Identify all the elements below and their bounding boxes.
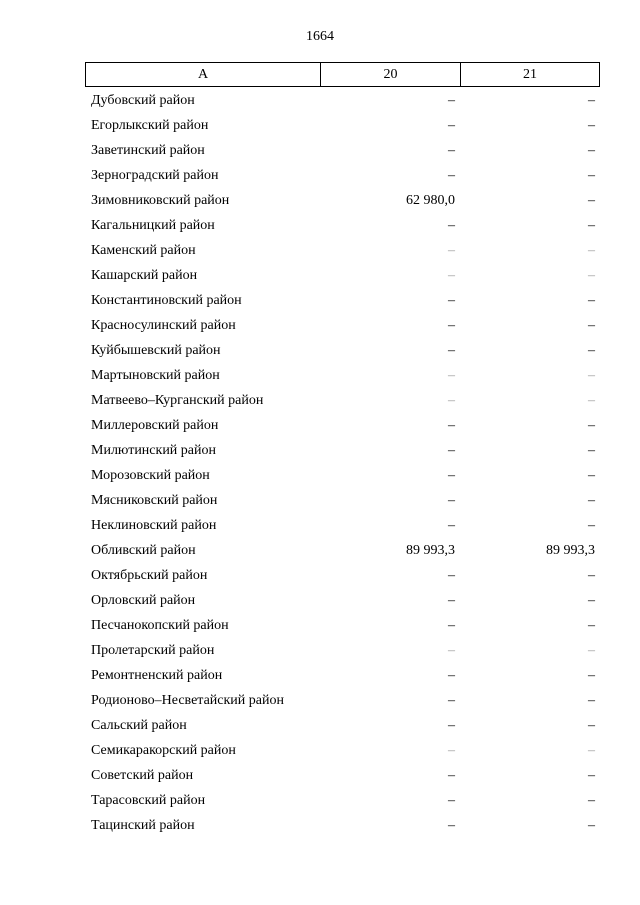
value-col-21: – xyxy=(588,92,595,108)
table-row xyxy=(85,813,600,838)
table-body xyxy=(85,88,600,838)
table-header xyxy=(85,62,600,87)
table-row xyxy=(85,613,600,638)
table-row xyxy=(85,488,600,513)
value-col-20: – xyxy=(448,317,455,333)
district-name: Ремонтненский район xyxy=(91,667,223,683)
district-name: Неклиновский район xyxy=(91,517,217,533)
district-name: Дубовский район xyxy=(91,92,195,108)
value-col-21: – xyxy=(588,142,595,158)
value-col-20: – xyxy=(448,217,455,233)
value-col-20: – xyxy=(448,267,455,283)
value-col-20: – xyxy=(448,642,455,658)
district-name: Тарасовский район xyxy=(91,792,206,808)
value-col-21: – xyxy=(588,617,595,633)
district-name: Миллеровский район xyxy=(91,417,219,433)
table-row xyxy=(85,313,600,338)
table-row xyxy=(85,238,600,263)
value-col-21: – xyxy=(588,767,595,783)
table-row xyxy=(85,513,600,538)
district-name: Зимовниковский район xyxy=(91,192,230,208)
table-row xyxy=(85,638,600,663)
value-col-21: – xyxy=(588,642,595,658)
value-col-21: – xyxy=(588,367,595,383)
district-name: Семикаракорский район xyxy=(91,742,236,758)
value-col-21: – xyxy=(588,817,595,833)
value-col-20: – xyxy=(448,442,455,458)
value-col-21: 89 993,3 xyxy=(546,542,595,558)
value-col-20: – xyxy=(448,517,455,533)
header-col-a: А xyxy=(86,63,321,86)
value-col-20: – xyxy=(448,242,455,258)
value-col-20: – xyxy=(448,92,455,108)
value-col-21: – xyxy=(588,667,595,683)
value-col-20: – xyxy=(448,292,455,308)
page-number: 1664 xyxy=(306,29,334,44)
district-name: Октябрьский район xyxy=(91,567,208,583)
header-col-20: 20 xyxy=(321,63,461,86)
district-name: Кагальницкий район xyxy=(91,217,215,233)
district-name: Орловский район xyxy=(91,592,196,608)
district-name: Песчанокопский район xyxy=(91,617,229,633)
table-row xyxy=(85,163,600,188)
value-col-20: – xyxy=(448,742,455,758)
value-col-21: – xyxy=(588,717,595,733)
district-name: Зерноградский район xyxy=(91,167,219,183)
district-name: Родионово–Несветайский район xyxy=(91,692,284,708)
value-col-20: – xyxy=(448,692,455,708)
district-name: Советский район xyxy=(91,767,194,783)
table-row xyxy=(85,588,600,613)
table-row xyxy=(85,463,600,488)
value-col-21: – xyxy=(588,467,595,483)
table-row xyxy=(85,213,600,238)
value-col-21: – xyxy=(588,417,595,433)
value-col-20: – xyxy=(448,167,455,183)
value-col-20: – xyxy=(448,142,455,158)
value-col-20: – xyxy=(448,592,455,608)
table-row xyxy=(85,688,600,713)
value-col-21: – xyxy=(588,567,595,583)
value-col-20: – xyxy=(448,492,455,508)
value-col-20: – xyxy=(448,567,455,583)
value-col-21: – xyxy=(588,317,595,333)
value-col-21: – xyxy=(588,292,595,308)
district-name: Обливский район xyxy=(91,542,196,558)
district-name: Милютинский район xyxy=(91,442,217,458)
value-col-20: – xyxy=(448,467,455,483)
district-name: Каменский район xyxy=(91,242,196,258)
table-row xyxy=(85,138,600,163)
district-name: Кашарский район xyxy=(91,267,198,283)
district-name: Сальский район xyxy=(91,717,187,733)
value-col-21: – xyxy=(588,392,595,408)
value-col-20: – xyxy=(448,792,455,808)
value-col-20: – xyxy=(448,342,455,358)
value-col-20: 62 980,0 xyxy=(406,192,455,208)
value-col-20: – xyxy=(448,117,455,133)
value-col-20: – xyxy=(448,367,455,383)
value-col-20: – xyxy=(448,717,455,733)
value-col-20: – xyxy=(448,617,455,633)
value-col-21: – xyxy=(588,492,595,508)
table-row xyxy=(85,263,600,288)
value-col-21: – xyxy=(588,242,595,258)
value-col-21: – xyxy=(588,217,595,233)
district-name: Константиновский район xyxy=(91,292,242,308)
value-col-21: – xyxy=(588,742,595,758)
district-name: Красносулинский район xyxy=(91,317,236,333)
table-row xyxy=(85,438,600,463)
value-col-21: – xyxy=(588,167,595,183)
table-row xyxy=(85,413,600,438)
district-name: Тацинский район xyxy=(91,817,195,833)
district-name: Морозовский район xyxy=(91,467,210,483)
district-name: Мартыновский район xyxy=(91,367,220,383)
header-col-21: 21 xyxy=(523,66,537,82)
district-name: Куйбышевский район xyxy=(91,342,221,358)
district-name: Заветинский район xyxy=(91,142,205,158)
table-row xyxy=(85,538,600,563)
value-col-21: – xyxy=(588,692,595,708)
value-col-20: 89 993,3 xyxy=(406,542,455,558)
value-col-20: – xyxy=(448,817,455,833)
table-row xyxy=(85,363,600,388)
table-row xyxy=(85,88,600,113)
table-row xyxy=(85,563,600,588)
table-row xyxy=(85,738,600,763)
value-col-21: – xyxy=(588,267,595,283)
table-row xyxy=(85,788,600,813)
district-name: Матвеево–Курганский район xyxy=(91,392,264,408)
value-col-20: – xyxy=(448,667,455,683)
table-row xyxy=(85,188,600,213)
table-row xyxy=(85,288,600,313)
table-row xyxy=(85,388,600,413)
value-col-21: – xyxy=(588,342,595,358)
value-col-21: – xyxy=(588,192,595,208)
district-name: Пролетарский район xyxy=(91,642,215,658)
value-col-21: – xyxy=(588,592,595,608)
table-row xyxy=(85,663,600,688)
table-row xyxy=(85,113,600,138)
district-name: Мясниковский район xyxy=(91,492,218,508)
value-col-21: – xyxy=(588,792,595,808)
value-col-20: – xyxy=(448,417,455,433)
table-row xyxy=(85,713,600,738)
value-col-21: – xyxy=(588,442,595,458)
value-col-21: – xyxy=(588,517,595,533)
value-col-20: – xyxy=(448,392,455,408)
district-name: Егорлыкский район xyxy=(91,117,209,133)
table-row xyxy=(85,763,600,788)
table-row xyxy=(85,338,600,363)
value-col-20: – xyxy=(448,767,455,783)
value-col-21: – xyxy=(588,117,595,133)
